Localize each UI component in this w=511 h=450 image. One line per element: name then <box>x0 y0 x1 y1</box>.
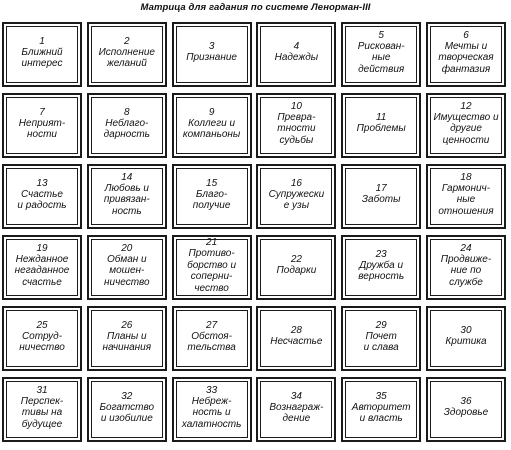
matrix-cell <box>172 164 252 229</box>
cell-number: 31 <box>36 384 48 396</box>
matrix-cell <box>426 306 506 371</box>
matrix-cell-inner <box>6 239 78 296</box>
cell-number: 32 <box>121 390 133 402</box>
cell-text: Имущество и другие ценности <box>433 111 499 146</box>
cell-text: Богатство и изобилие <box>99 401 155 424</box>
cell-text: Перспек- тивы на будущее <box>20 395 64 430</box>
matrix-cell <box>426 22 506 87</box>
cell-number: 21 <box>206 237 218 248</box>
cell-text: Неблаго- дарность <box>103 117 150 140</box>
cell-number: 1 <box>39 35 45 47</box>
cell-number: 28 <box>290 325 302 337</box>
matrix-cell <box>172 22 252 87</box>
matrix-cell <box>341 235 421 300</box>
matrix-cell-inner <box>6 381 78 438</box>
cell-number: 19 <box>36 242 48 254</box>
cell-text: Критика <box>445 336 487 348</box>
cell-text: Благо- получие <box>192 188 231 211</box>
cell-number: 8 <box>124 106 130 118</box>
matrix-cell-inner <box>345 168 417 225</box>
matrix-cell-inner <box>91 239 163 296</box>
matrix-cell <box>2 93 82 158</box>
cell-number: 7 <box>39 106 45 118</box>
matrix-cell <box>256 164 336 229</box>
cell-text: Дружба и верность <box>358 259 405 282</box>
matrix-cell-inner <box>91 310 163 367</box>
cell-number: 23 <box>375 248 387 260</box>
cell-number: 35 <box>375 390 387 402</box>
matrix-cell <box>426 164 506 229</box>
cell-text: Ближний интерес <box>21 46 63 69</box>
cell-number: 34 <box>290 390 302 402</box>
matrix-cell <box>87 164 167 229</box>
matrix-cell-inner <box>430 310 502 367</box>
cell-text: Продвиже- ние по службе <box>440 253 492 288</box>
cell-number: 17 <box>375 183 387 195</box>
cell-number: 36 <box>460 396 472 408</box>
matrix-cell <box>2 164 82 229</box>
cell-number: 20 <box>121 242 133 254</box>
matrix-cell-inner <box>345 381 417 438</box>
matrix-cell-inner <box>345 26 417 83</box>
matrix-cell-inner <box>345 239 417 296</box>
matrix-cell-inner <box>430 381 502 438</box>
matrix-cell-inner <box>176 310 248 367</box>
matrix-cell <box>426 377 506 442</box>
cell-text: Несчастье <box>270 336 323 348</box>
matrix-cell <box>2 306 82 371</box>
matrix-cell-inner <box>430 168 502 225</box>
matrix-cell <box>172 306 252 371</box>
cell-number: 13 <box>36 177 48 189</box>
matrix-cell-inner <box>260 97 332 154</box>
cell-text: Счастье и радость <box>17 188 67 211</box>
cell-text: Проблемы <box>356 123 406 135</box>
cell-number: 27 <box>206 319 218 331</box>
cell-text: Гармонич- ные отношения <box>438 182 494 217</box>
cell-number: 26 <box>121 319 133 331</box>
matrix-cell <box>87 93 167 158</box>
cell-number: 15 <box>206 177 218 189</box>
matrix-cell-inner <box>345 310 417 367</box>
cell-text: Нежданное негаданное счастье <box>14 253 70 288</box>
matrix-grid <box>2 22 510 448</box>
cell-text: Рискован- ные действия <box>357 40 405 75</box>
matrix-cell <box>172 235 252 300</box>
cell-text: Здоровье <box>443 407 489 419</box>
cell-text: Подарки <box>276 265 317 277</box>
cell-number: 14 <box>121 171 133 183</box>
cell-text: Вознаграж- дение <box>269 401 324 424</box>
matrix-cell-inner <box>176 168 248 225</box>
cell-text: Обман и мошен- ничество <box>104 253 150 288</box>
matrix-cell <box>256 93 336 158</box>
cell-text: Мечты и творческая фантазия <box>438 40 494 75</box>
matrix-cell <box>172 377 252 442</box>
matrix-cell <box>87 22 167 87</box>
matrix-cell <box>426 235 506 300</box>
matrix-cell <box>2 377 82 442</box>
cell-text: Надежды <box>274 52 319 64</box>
cell-number: 6 <box>463 29 469 41</box>
cell-number: 24 <box>460 242 472 254</box>
cell-text: Планы и начинания <box>102 330 152 353</box>
matrix-cell <box>87 306 167 371</box>
matrix-cell-inner <box>430 26 502 83</box>
matrix-cell-inner <box>260 310 332 367</box>
matrix-cell-inner <box>176 381 248 438</box>
matrix-cell-inner <box>260 239 332 296</box>
cell-number: 5 <box>378 29 384 41</box>
matrix-cell <box>341 306 421 371</box>
matrix-cell-inner <box>176 97 248 154</box>
cell-text: Заботы <box>361 194 401 206</box>
matrix-cell <box>341 377 421 442</box>
cell-text: Противо- борство и соперни- чество <box>187 248 237 294</box>
matrix-cell <box>426 93 506 158</box>
matrix-cell-inner <box>6 26 78 83</box>
matrix-cell-inner <box>345 97 417 154</box>
cell-text: Супружески е узы <box>268 188 325 211</box>
matrix-cell-inner <box>91 97 163 154</box>
matrix-cell <box>2 235 82 300</box>
matrix-cell <box>341 164 421 229</box>
matrix-cell <box>256 22 336 87</box>
matrix-cell-inner <box>6 97 78 154</box>
matrix-cell-inner <box>430 239 502 296</box>
matrix-cell <box>341 22 421 87</box>
cell-text: Признание <box>186 52 237 64</box>
cell-text: Обстоя- тельства <box>187 330 236 353</box>
cell-number: 16 <box>290 177 302 189</box>
matrix-cell <box>256 306 336 371</box>
cell-text: Сотруд- ничество <box>19 330 65 353</box>
matrix-cell <box>87 235 167 300</box>
matrix-cell-inner <box>260 26 332 83</box>
matrix-cell <box>2 22 82 87</box>
cell-text: Небреж- ность и халатность <box>181 395 242 430</box>
page-title: Матрица для гадания по системе Ленорман-III <box>140 2 371 13</box>
cell-text: Неприят- ности <box>18 117 66 140</box>
matrix-cell-inner <box>91 168 163 225</box>
cell-number: 33 <box>206 384 218 396</box>
cell-number: 2 <box>124 35 130 47</box>
matrix-cell <box>87 377 167 442</box>
cell-number: 10 <box>290 100 302 112</box>
cell-number: 18 <box>460 171 472 183</box>
matrix-cell-inner <box>6 310 78 367</box>
matrix-cell-inner <box>260 381 332 438</box>
matrix-cell <box>341 93 421 158</box>
matrix-cell-inner <box>6 168 78 225</box>
cell-number: 22 <box>290 254 302 266</box>
matrix-cell <box>256 235 336 300</box>
cell-number: 9 <box>208 106 215 118</box>
cell-text: Коллеги и компаньоны <box>182 117 241 140</box>
cell-text: Превра- тности судьбы <box>277 111 316 146</box>
matrix-cell-inner <box>91 381 163 438</box>
matrix-cell <box>256 377 336 442</box>
matrix-cell <box>172 93 252 158</box>
cell-number: 4 <box>293 41 300 53</box>
cell-number: 30 <box>460 325 472 337</box>
cell-text: Почет и слава <box>363 330 399 353</box>
cell-text: Любовь и привязан- ность <box>103 182 150 217</box>
cell-number: 29 <box>375 319 387 331</box>
matrix-cell-inner <box>176 26 248 83</box>
cell-number: 25 <box>36 319 48 331</box>
matrix-cell-inner <box>176 239 248 296</box>
cell-number: 3 <box>208 41 215 53</box>
cell-number: 11 <box>375 112 387 124</box>
cell-number: 12 <box>460 100 472 112</box>
cell-text: Авторитет и власть <box>351 401 411 424</box>
matrix-cell-inner <box>260 168 332 225</box>
matrix-cell-inner <box>91 26 163 83</box>
matrix-cell-inner <box>430 97 502 154</box>
cell-text: Исполнение желаний <box>98 46 155 69</box>
